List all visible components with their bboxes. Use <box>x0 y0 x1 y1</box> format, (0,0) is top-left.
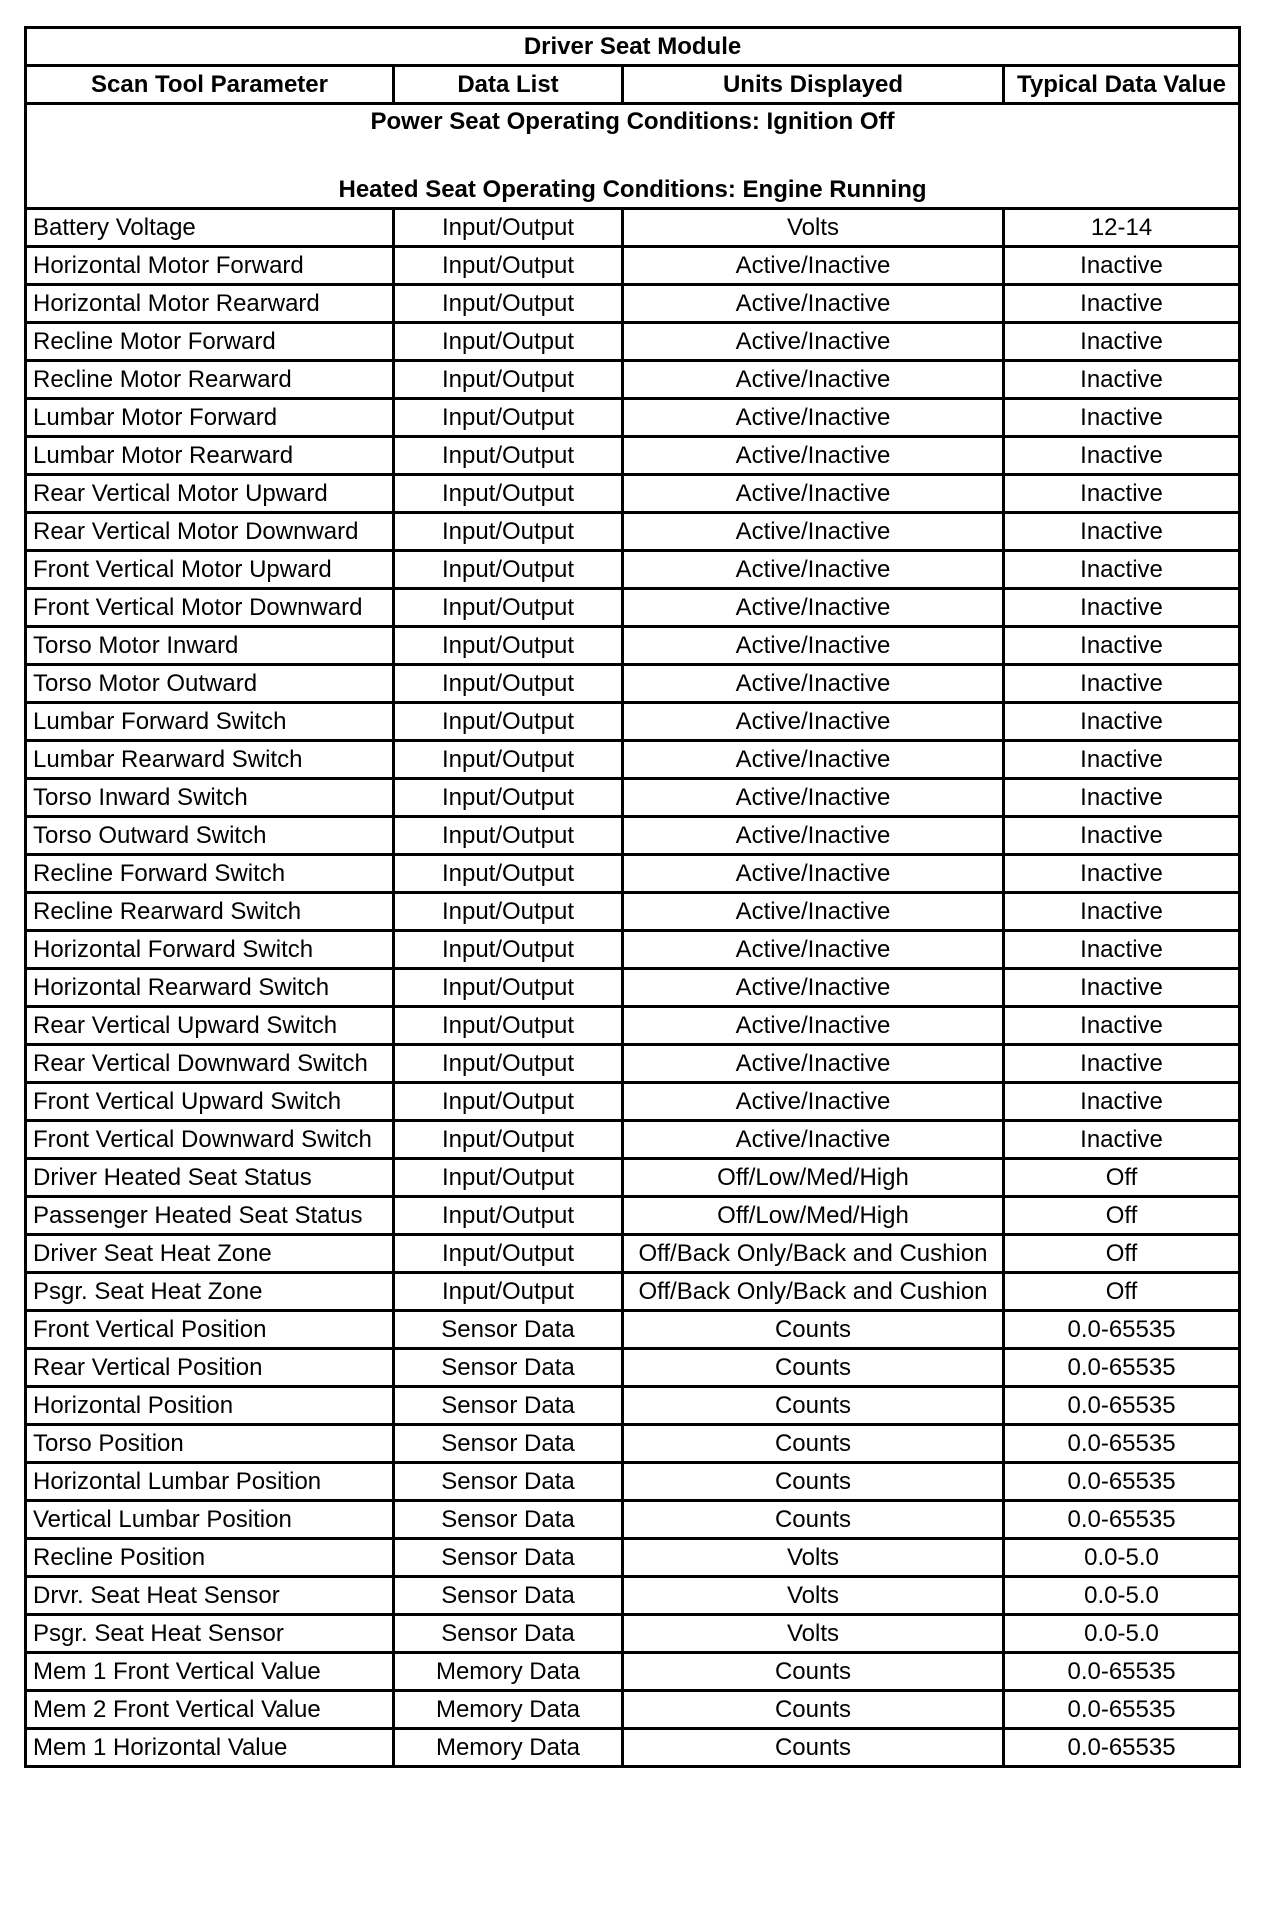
cell-data-list: Input/Output <box>394 1197 623 1235</box>
cell-data-list: Sensor Data <box>394 1463 623 1501</box>
table-row <box>26 551 1240 589</box>
cell-units: Active/Inactive <box>623 475 1004 513</box>
cell-units: Active/Inactive <box>623 323 1004 361</box>
cell-units: Off/Back Only/Back and Cushion <box>623 1235 1004 1273</box>
heated-seat-conditions: Heated Seat Operating Conditions: Engine Running <box>338 176 927 203</box>
cell-typical-value: Inactive <box>1004 361 1240 399</box>
table-row <box>26 855 1240 893</box>
cell-parameter: Rear Vertical Motor Upward <box>26 475 394 513</box>
table-row <box>26 1121 1240 1159</box>
cell-typical-value: 0.0-65535 <box>1004 1729 1240 1767</box>
cell-parameter: Front Vertical Position <box>26 1311 394 1349</box>
cell-typical-value: Off <box>1004 1235 1240 1273</box>
cell-typical-value: 0.0-65535 <box>1004 1425 1240 1463</box>
data-table-container <box>24 26 1238 1768</box>
table-row <box>26 1577 1240 1615</box>
cell-parameter: Rear Vertical Motor Downward <box>26 513 394 551</box>
cell-typical-value: Inactive <box>1004 969 1240 1007</box>
cell-parameter: Front Vertical Motor Upward <box>26 551 394 589</box>
cell-units: Active/Inactive <box>623 1007 1004 1045</box>
cell-units: Active/Inactive <box>623 627 1004 665</box>
cell-data-list: Input/Output <box>394 551 623 589</box>
cell-data-list: Input/Output <box>394 779 623 817</box>
table-row <box>26 323 1240 361</box>
cell-data-list: Sensor Data <box>394 1577 623 1615</box>
cell-parameter: Rear Vertical Downward Switch <box>26 1045 394 1083</box>
cell-parameter: Drvr. Seat Heat Sensor <box>26 1577 394 1615</box>
cell-parameter: Driver Heated Seat Status <box>26 1159 394 1197</box>
cell-units: Volts <box>623 209 1004 247</box>
column-header-parameter: Scan Tool Parameter <box>26 66 394 104</box>
cell-data-list: Input/Output <box>394 1273 623 1311</box>
cell-parameter: Mem 2 Front Vertical Value <box>26 1691 394 1729</box>
table-title: Driver Seat Module <box>26 28 1240 66</box>
cell-data-list: Input/Output <box>394 817 623 855</box>
table-row <box>26 285 1240 323</box>
cell-data-list: Input/Output <box>394 1121 623 1159</box>
cell-units: Active/Inactive <box>623 741 1004 779</box>
cell-typical-value: Off <box>1004 1197 1240 1235</box>
table-row <box>26 1197 1240 1235</box>
cell-units: Active/Inactive <box>623 551 1004 589</box>
table-row <box>26 817 1240 855</box>
header-row <box>26 66 1240 104</box>
operating-conditions <box>26 104 1240 209</box>
cell-data-list: Input/Output <box>394 589 623 627</box>
cell-typical-value: Inactive <box>1004 437 1240 475</box>
cell-parameter: Horizontal Motor Rearward <box>26 285 394 323</box>
cell-parameter: Front Vertical Upward Switch <box>26 1083 394 1121</box>
cell-typical-value: Inactive <box>1004 1045 1240 1083</box>
cell-parameter: Horizontal Lumbar Position <box>26 1463 394 1501</box>
cell-data-list: Input/Output <box>394 513 623 551</box>
cell-parameter: Torso Motor Outward <box>26 665 394 703</box>
table-row <box>26 779 1240 817</box>
cell-units: Active/Inactive <box>623 779 1004 817</box>
cell-units: Off/Low/Med/High <box>623 1197 1004 1235</box>
cell-units: Active/Inactive <box>623 665 1004 703</box>
cell-typical-value: 12-14 <box>1004 209 1240 247</box>
cell-data-list: Input/Output <box>394 741 623 779</box>
table-row <box>26 1501 1240 1539</box>
power-seat-conditions: Power Seat Operating Conditions: Ignition Off <box>370 108 895 135</box>
cell-data-list: Sensor Data <box>394 1539 623 1577</box>
table-row <box>26 1691 1240 1729</box>
cell-parameter: Recline Rearward Switch <box>26 893 394 931</box>
table-row <box>26 1083 1240 1121</box>
cell-data-list: Sensor Data <box>394 1349 623 1387</box>
cell-parameter: Horizontal Position <box>26 1387 394 1425</box>
table-row <box>26 247 1240 285</box>
cell-units: Volts <box>623 1539 1004 1577</box>
cell-parameter: Horizontal Forward Switch <box>26 931 394 969</box>
table-row <box>26 589 1240 627</box>
cell-parameter: Recline Position <box>26 1539 394 1577</box>
cell-typical-value: 0.0-65535 <box>1004 1501 1240 1539</box>
cell-units: Counts <box>623 1729 1004 1767</box>
table-row <box>26 1387 1240 1425</box>
table-row <box>26 1539 1240 1577</box>
cell-units: Active/Inactive <box>623 285 1004 323</box>
table-row <box>26 1615 1240 1653</box>
table-row <box>26 1729 1240 1767</box>
cell-data-list: Input/Output <box>394 627 623 665</box>
cell-units: Counts <box>623 1501 1004 1539</box>
cell-units: Counts <box>623 1653 1004 1691</box>
cell-units: Active/Inactive <box>623 1045 1004 1083</box>
cell-typical-value: Inactive <box>1004 1121 1240 1159</box>
cell-parameter: Mem 1 Front Vertical Value <box>26 1653 394 1691</box>
cell-parameter: Torso Inward Switch <box>26 779 394 817</box>
cell-parameter: Rear Vertical Upward Switch <box>26 1007 394 1045</box>
cell-typical-value: 0.0-5.0 <box>1004 1615 1240 1653</box>
cell-typical-value: Inactive <box>1004 1083 1240 1121</box>
table-row <box>26 1045 1240 1083</box>
table-row <box>26 893 1240 931</box>
cell-typical-value: Inactive <box>1004 703 1240 741</box>
cell-parameter: Recline Motor Rearward <box>26 361 394 399</box>
cell-parameter: Torso Motor Inward <box>26 627 394 665</box>
cell-typical-value: Inactive <box>1004 627 1240 665</box>
cell-typical-value: 0.0-65535 <box>1004 1387 1240 1425</box>
cell-parameter: Recline Forward Switch <box>26 855 394 893</box>
cell-data-list: Sensor Data <box>394 1615 623 1653</box>
cell-parameter: Recline Motor Forward <box>26 323 394 361</box>
cell-units: Active/Inactive <box>623 513 1004 551</box>
cell-units: Counts <box>623 1311 1004 1349</box>
table-row <box>26 931 1240 969</box>
cell-units: Active/Inactive <box>623 247 1004 285</box>
cell-typical-value: 0.0-5.0 <box>1004 1539 1240 1577</box>
table-row <box>26 741 1240 779</box>
cell-data-list: Sensor Data <box>394 1501 623 1539</box>
cell-data-list: Input/Output <box>394 893 623 931</box>
cell-data-list: Sensor Data <box>394 1311 623 1349</box>
cell-data-list: Sensor Data <box>394 1425 623 1463</box>
cell-data-list: Input/Output <box>394 285 623 323</box>
table-row <box>26 1159 1240 1197</box>
cell-data-list: Sensor Data <box>394 1387 623 1425</box>
table-row <box>26 437 1240 475</box>
table-row <box>26 513 1240 551</box>
cell-units: Active/Inactive <box>623 1083 1004 1121</box>
table-row <box>26 1007 1240 1045</box>
cell-units: Counts <box>623 1349 1004 1387</box>
cell-data-list: Memory Data <box>394 1729 623 1767</box>
cell-parameter: Front Vertical Motor Downward <box>26 589 394 627</box>
cell-typical-value: Inactive <box>1004 247 1240 285</box>
cell-parameter: Horizontal Rearward Switch <box>26 969 394 1007</box>
cell-typical-value: Inactive <box>1004 399 1240 437</box>
cell-data-list: Input/Output <box>394 1083 623 1121</box>
column-header-data-list: Data List <box>394 66 623 104</box>
table-row <box>26 361 1240 399</box>
cell-units: Volts <box>623 1615 1004 1653</box>
table-row <box>26 1463 1240 1501</box>
table-row <box>26 1273 1240 1311</box>
table-row <box>26 1425 1240 1463</box>
cell-units: Active/Inactive <box>623 1121 1004 1159</box>
cell-parameter: Battery Voltage <box>26 209 394 247</box>
column-header-typical-value: Typical Data Value <box>1004 66 1240 104</box>
cell-data-list: Memory Data <box>394 1653 623 1691</box>
cell-units: Counts <box>623 1425 1004 1463</box>
cell-typical-value: Inactive <box>1004 665 1240 703</box>
table-row <box>26 1235 1240 1273</box>
cell-data-list: Input/Output <box>394 437 623 475</box>
cell-typical-value: 0.0-65535 <box>1004 1463 1240 1501</box>
column-header-units: Units Displayed <box>623 66 1004 104</box>
cell-typical-value: 0.0-65535 <box>1004 1691 1240 1729</box>
cell-units: Active/Inactive <box>623 361 1004 399</box>
cell-data-list: Input/Output <box>394 361 623 399</box>
cell-typical-value: Inactive <box>1004 285 1240 323</box>
cell-units: Active/Inactive <box>623 703 1004 741</box>
cell-data-list: Memory Data <box>394 1691 623 1729</box>
table-row <box>26 475 1240 513</box>
cell-data-list: Input/Output <box>394 1007 623 1045</box>
spacer <box>33 139 1232 173</box>
cell-units: Active/Inactive <box>623 931 1004 969</box>
table-row <box>26 1653 1240 1691</box>
table-row <box>26 1349 1240 1387</box>
cell-parameter: Passenger Heated Seat Status <box>26 1197 394 1235</box>
cell-parameter: Rear Vertical Position <box>26 1349 394 1387</box>
cell-units: Counts <box>623 1387 1004 1425</box>
title-row <box>26 28 1240 66</box>
cell-parameter: Lumbar Motor Forward <box>26 399 394 437</box>
cell-units: Active/Inactive <box>623 437 1004 475</box>
cell-data-list: Input/Output <box>394 1235 623 1273</box>
cell-typical-value: Inactive <box>1004 817 1240 855</box>
cell-typical-value: Inactive <box>1004 475 1240 513</box>
cell-typical-value: Inactive <box>1004 779 1240 817</box>
cell-typical-value: Off <box>1004 1273 1240 1311</box>
cell-parameter: Psgr. Seat Heat Zone <box>26 1273 394 1311</box>
cell-typical-value: Inactive <box>1004 589 1240 627</box>
driver-seat-module-table <box>24 26 1241 1768</box>
cell-parameter: Psgr. Seat Heat Sensor <box>26 1615 394 1653</box>
cell-units: Active/Inactive <box>623 969 1004 1007</box>
cell-units: Active/Inactive <box>623 855 1004 893</box>
cell-data-list: Input/Output <box>394 931 623 969</box>
cell-typical-value: Inactive <box>1004 741 1240 779</box>
cell-parameter: Vertical Lumbar Position <box>26 1501 394 1539</box>
cell-typical-value: 0.0-65535 <box>1004 1311 1240 1349</box>
cell-typical-value: Inactive <box>1004 551 1240 589</box>
cell-data-list: Input/Output <box>394 665 623 703</box>
cell-data-list: Input/Output <box>394 247 623 285</box>
cell-data-list: Input/Output <box>394 475 623 513</box>
cell-parameter: Driver Seat Heat Zone <box>26 1235 394 1273</box>
cell-data-list: Input/Output <box>394 969 623 1007</box>
cell-units: Active/Inactive <box>623 589 1004 627</box>
cell-units: Off/Low/Med/High <box>623 1159 1004 1197</box>
cell-data-list: Input/Output <box>394 855 623 893</box>
cell-typical-value: Inactive <box>1004 893 1240 931</box>
cell-typical-value: 0.0-5.0 <box>1004 1577 1240 1615</box>
cell-data-list: Input/Output <box>394 703 623 741</box>
table-row <box>26 703 1240 741</box>
table-row <box>26 627 1240 665</box>
conditions-row <box>26 104 1240 209</box>
table-row <box>26 665 1240 703</box>
cell-typical-value: 0.0-65535 <box>1004 1349 1240 1387</box>
cell-parameter: Mem 1 Horizontal Value <box>26 1729 394 1767</box>
cell-data-list: Input/Output <box>394 1159 623 1197</box>
table-row <box>26 1311 1240 1349</box>
cell-units: Counts <box>623 1691 1004 1729</box>
cell-parameter: Torso Position <box>26 1425 394 1463</box>
cell-data-list: Input/Output <box>394 399 623 437</box>
cell-units: Active/Inactive <box>623 399 1004 437</box>
cell-parameter: Torso Outward Switch <box>26 817 394 855</box>
cell-parameter: Horizontal Motor Forward <box>26 247 394 285</box>
cell-data-list: Input/Output <box>394 209 623 247</box>
table-row <box>26 209 1240 247</box>
cell-parameter: Lumbar Motor Rearward <box>26 437 394 475</box>
cell-typical-value: Off <box>1004 1159 1240 1197</box>
cell-typical-value: Inactive <box>1004 513 1240 551</box>
cell-typical-value: Inactive <box>1004 323 1240 361</box>
cell-parameter: Lumbar Rearward Switch <box>26 741 394 779</box>
cell-typical-value: Inactive <box>1004 1007 1240 1045</box>
cell-typical-value: 0.0-65535 <box>1004 1653 1240 1691</box>
cell-units: Active/Inactive <box>623 817 1004 855</box>
table-body <box>26 209 1240 1767</box>
cell-units: Volts <box>623 1577 1004 1615</box>
cell-typical-value: Inactive <box>1004 931 1240 969</box>
cell-data-list: Input/Output <box>394 323 623 361</box>
cell-units: Active/Inactive <box>623 893 1004 931</box>
table-row <box>26 969 1240 1007</box>
table-row <box>26 399 1240 437</box>
cell-typical-value: Inactive <box>1004 855 1240 893</box>
cell-units: Counts <box>623 1463 1004 1501</box>
cell-parameter: Lumbar Forward Switch <box>26 703 394 741</box>
cell-parameter: Front Vertical Downward Switch <box>26 1121 394 1159</box>
cell-data-list: Input/Output <box>394 1045 623 1083</box>
cell-units: Off/Back Only/Back and Cushion <box>623 1273 1004 1311</box>
